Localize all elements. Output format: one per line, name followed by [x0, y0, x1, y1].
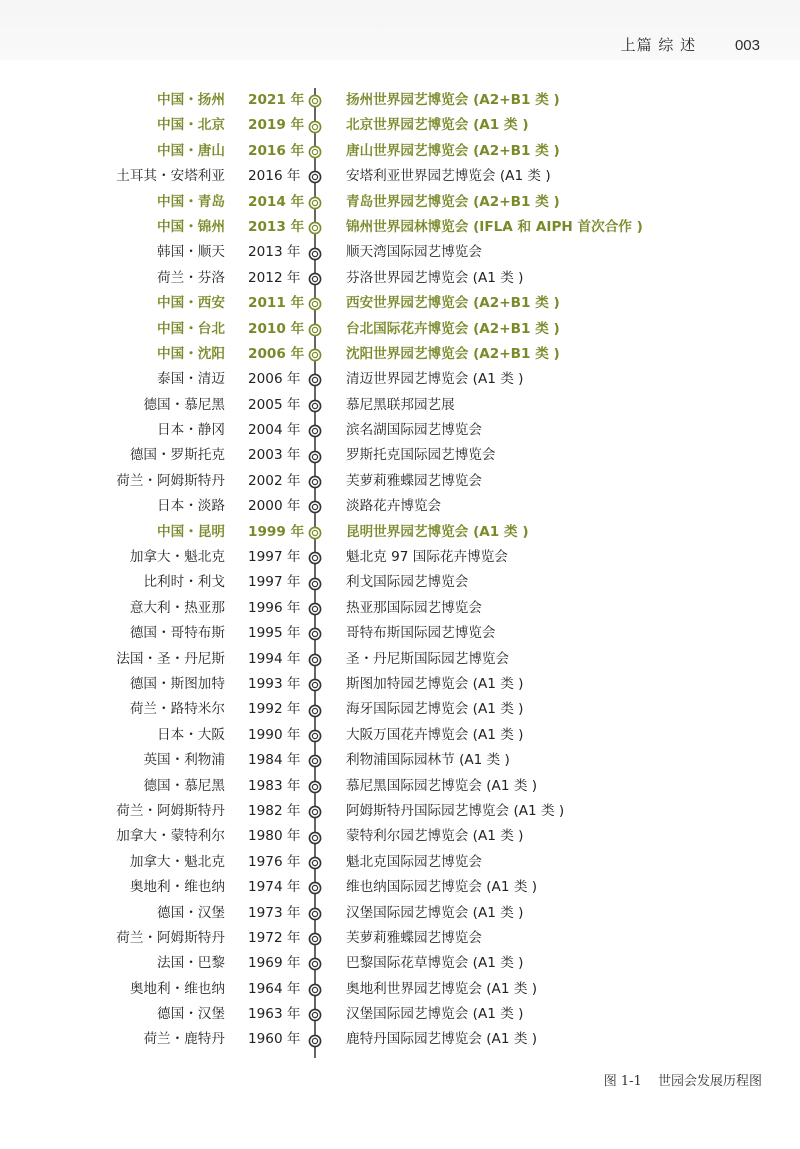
entry-location: 中国・青岛 — [157, 193, 225, 210]
entry-year: 2005 年 — [248, 396, 301, 413]
entry-location: 德国・汉堡 — [157, 904, 225, 921]
entry-event: 维也纳国际园艺博览会 (A1 类 ) — [346, 879, 538, 896]
entry-location: 加拿大・魁北克 — [129, 549, 225, 566]
entry-year: 2010 年 — [248, 320, 305, 337]
timeline-entry — [0, 799, 800, 824]
timeline-node-icon — [308, 272, 322, 286]
entry-location: 德国・慕尼黑 — [143, 396, 225, 413]
entry-event: 魁北克国际园艺博览会 — [346, 853, 482, 870]
timeline-entry — [0, 1027, 800, 1052]
timeline-entry — [0, 342, 800, 367]
timeline-node-icon — [308, 627, 322, 641]
entry-year: 1996 年 — [248, 599, 301, 616]
timeline-node-icon — [308, 678, 322, 692]
expo-timeline — [0, 88, 800, 1053]
entry-year: 1999 年 — [248, 523, 305, 540]
entry-year: 1997 年 — [248, 549, 301, 566]
entry-event: 芬洛世界园艺博览会 (A1 类 ) — [346, 269, 524, 286]
timeline-entry — [0, 570, 800, 595]
entry-location: 法国・圣・丹尼斯 — [116, 650, 225, 667]
entry-location: 中国・沈阳 — [157, 345, 225, 362]
figure-number: 图 1-1 — [603, 1074, 642, 1089]
entry-location: 德国・斯图加特 — [129, 675, 225, 692]
timeline-node-icon — [308, 551, 322, 565]
entry-event: 扬州世界园艺博览会 (A2+B1 类 ) — [346, 92, 560, 108]
timeline-node-icon — [308, 754, 322, 768]
entry-event: 唐山世界园艺博览会 (A2+B1 类 ) — [346, 142, 560, 159]
timeline-node-icon — [308, 196, 322, 210]
page-number: 003 — [734, 37, 760, 54]
timeline-entry — [0, 266, 800, 291]
timeline-entry — [0, 494, 800, 519]
timeline-node-icon — [308, 170, 322, 184]
timeline-entry — [0, 596, 800, 621]
entry-event: 大阪万国花卉博览会 (A1 类 ) — [346, 726, 524, 743]
entry-year: 2003 年 — [248, 447, 301, 464]
entry-location: 意大利・热亚那 — [129, 599, 225, 616]
entry-year: 1964 年 — [248, 980, 301, 997]
timeline-node-icon — [308, 1034, 322, 1048]
timeline-entry — [0, 697, 800, 722]
entry-year: 1963 年 — [248, 1006, 301, 1023]
entry-event: 鹿特丹国际园艺博览会 (A1 类 ) — [346, 1031, 538, 1048]
timeline-entry — [0, 1002, 800, 1027]
timeline-node-icon — [308, 475, 322, 489]
entry-year: 2013 年 — [248, 218, 305, 235]
timeline-node-icon — [308, 983, 322, 997]
timeline-entry — [0, 215, 800, 240]
timeline-node-icon — [308, 780, 322, 794]
entry-event: 昆明世界园艺博览会 (A1 类 ) — [346, 523, 529, 540]
entry-event: 汉堡国际园艺博览会 (A1 类 ) — [346, 1006, 524, 1023]
timeline-entry — [0, 926, 800, 951]
timeline-entry — [0, 545, 800, 570]
entry-year: 1973 年 — [248, 904, 301, 921]
timeline-entry — [0, 240, 800, 265]
timeline-entry — [0, 647, 800, 672]
entry-event: 利戈国际园艺博览会 — [346, 574, 469, 591]
entry-year: 1984 年 — [248, 752, 301, 769]
entry-event: 魁北克 97 国际花卉博览会 — [346, 549, 508, 566]
timeline-entry — [0, 443, 800, 468]
entry-location: 中国・扬州 — [157, 92, 225, 108]
entry-year: 1982 年 — [248, 802, 301, 819]
entry-location: 土耳其・安塔利亚 — [116, 168, 225, 185]
entry-location: 中国・锦州 — [157, 218, 225, 235]
entry-event: 西安世界园艺博览会 (A2+B1 类 ) — [346, 295, 560, 312]
entry-event: 锦州世界园林博览会 (IFLA 和 AIPH 首次合作 ) — [346, 218, 643, 235]
timeline-node-icon — [308, 424, 322, 438]
entry-location: 加拿大・蒙特利尔 — [116, 828, 225, 845]
timeline-entry — [0, 748, 800, 773]
timeline-node-icon — [308, 145, 322, 159]
entry-year: 2011 年 — [248, 295, 305, 312]
timeline-node-icon — [308, 729, 322, 743]
entry-year: 1994 年 — [248, 650, 301, 667]
entry-year: 1960 年 — [248, 1031, 301, 1048]
entry-location: 奥地利・维也纳 — [129, 980, 225, 997]
timeline-entry — [0, 774, 800, 799]
timeline-node-icon — [308, 1008, 322, 1022]
entry-event: 台北国际花卉博览会 (A2+B1 类 ) — [346, 320, 560, 337]
entry-event: 顺天湾国际园艺博览会 — [346, 244, 482, 261]
timeline-node-icon — [308, 881, 322, 895]
entry-location: 日本・淡路 — [157, 498, 225, 515]
entry-year: 1992 年 — [248, 701, 301, 718]
entry-location: 德国・汉堡 — [157, 1006, 225, 1023]
timeline-node-icon — [308, 120, 322, 134]
timeline-node-icon — [308, 831, 322, 845]
entry-event: 海牙国际园艺博览会 (A1 类 ) — [346, 701, 524, 718]
timeline-entry — [0, 164, 800, 189]
entry-location: 中国・北京 — [157, 117, 225, 134]
entry-event: 圣・丹尼斯国际园艺博览会 — [346, 650, 510, 667]
timeline-entry — [0, 113, 800, 138]
timeline-node-icon — [308, 577, 322, 591]
timeline-entry — [0, 291, 800, 316]
timeline-entry — [0, 621, 800, 646]
timeline-node-icon — [308, 348, 322, 362]
timeline-entry — [0, 469, 800, 494]
entry-location: 法国・巴黎 — [157, 955, 225, 972]
section-title: 上篇 综 述 — [620, 36, 697, 54]
running-header — [621, 34, 760, 55]
entry-year: 1997 年 — [248, 574, 301, 591]
entry-location: 德国・罗斯托克 — [129, 447, 225, 464]
entry-event: 芙萝莉雅蝶园艺博览会 — [346, 929, 482, 946]
entry-event: 安塔利亚世界园艺博览会 (A1 类 ) — [346, 168, 551, 185]
entry-year: 2000 年 — [248, 498, 301, 515]
figure-title: 世园会发展历程图 — [657, 1074, 762, 1089]
timeline-entry — [0, 824, 800, 849]
entry-location: 比利时・利戈 — [143, 574, 225, 591]
entry-year: 1993 年 — [248, 675, 301, 692]
entry-event: 奥地利世界园艺博览会 (A1 类 ) — [346, 980, 538, 997]
entry-year: 1976 年 — [248, 853, 301, 870]
entry-location: 英国・利物浦 — [143, 752, 225, 769]
entry-year: 1990 年 — [248, 726, 301, 743]
entry-year: 1972 年 — [248, 929, 301, 946]
entry-location: 奥地利・维也纳 — [129, 879, 225, 896]
timeline-node-icon — [308, 399, 322, 413]
entry-location: 荷兰・阿姆斯特丹 — [116, 802, 225, 819]
entry-year: 2019 年 — [248, 117, 305, 134]
entry-location: 日本・大阪 — [157, 726, 225, 743]
entry-location: 荷兰・阿姆斯特丹 — [116, 472, 225, 489]
timeline-node-icon — [308, 247, 322, 261]
entry-year: 1980 年 — [248, 828, 301, 845]
timeline-node-icon — [308, 526, 322, 540]
entry-location: 中国・昆明 — [157, 523, 225, 540]
entry-year: 2004 年 — [248, 422, 301, 439]
entry-year: 2002 年 — [248, 472, 301, 489]
entry-event: 蒙特利尔园艺博览会 (A1 类 ) — [346, 828, 524, 845]
figure-caption — [604, 1070, 762, 1089]
entry-location: 泰国・清迈 — [157, 371, 225, 388]
entry-location: 德国・慕尼黑 — [143, 777, 225, 794]
entry-year: 2016 年 — [248, 142, 305, 159]
entry-year: 1969 年 — [248, 955, 301, 972]
entry-location: 荷兰・芬洛 — [157, 269, 225, 286]
timeline-entry — [0, 418, 800, 443]
entry-event: 巴黎国际花草博览会 (A1 类 ) — [346, 955, 524, 972]
timeline-entry — [0, 850, 800, 875]
entry-event: 北京世界园艺博览会 (A1 类 ) — [346, 117, 529, 134]
entry-location: 德国・哥特布斯 — [129, 625, 225, 642]
entry-year: 2006 年 — [248, 371, 301, 388]
entry-year: 1983 年 — [248, 777, 301, 794]
timeline-entry — [0, 367, 800, 392]
timeline-node-icon — [308, 932, 322, 946]
entry-location: 荷兰・阿姆斯特丹 — [116, 929, 225, 946]
entry-event: 阿姆斯特丹国际园艺博览会 (A1 类 ) — [346, 802, 565, 819]
timeline-entry — [0, 190, 800, 215]
entry-year: 2012 年 — [248, 269, 301, 286]
entry-event: 清迈世界园艺博览会 (A1 类 ) — [346, 371, 524, 388]
timeline-node-icon — [308, 805, 322, 819]
entry-location: 中国・台北 — [157, 320, 225, 337]
entry-year: 2021 年 — [248, 92, 305, 108]
timeline-entry — [0, 672, 800, 697]
entry-year: 1995 年 — [248, 625, 301, 642]
timeline-entry — [0, 723, 800, 748]
timeline-entry — [0, 139, 800, 164]
entry-location: 荷兰・路特米尔 — [129, 701, 225, 718]
entry-event: 哥特布斯国际园艺博览会 — [346, 625, 496, 642]
timeline-node-icon — [308, 323, 322, 337]
entry-event: 慕尼黑联邦园艺展 — [346, 396, 455, 413]
entry-location: 加拿大・魁北克 — [129, 853, 225, 870]
entry-location: 中国・西安 — [157, 295, 225, 312]
timeline-node-icon — [308, 450, 322, 464]
timeline-entry — [0, 520, 800, 545]
timeline-entry — [0, 901, 800, 926]
entry-event: 青岛世界园艺博览会 (A2+B1 类 ) — [346, 193, 560, 210]
timeline-node-icon — [308, 704, 322, 718]
entry-year: 2016 年 — [248, 168, 301, 185]
timeline-rows — [0, 88, 800, 1053]
timeline-node-icon — [308, 856, 322, 870]
entry-year: 1974 年 — [248, 879, 301, 896]
timeline-entry — [0, 977, 800, 1002]
timeline-node-icon — [308, 653, 322, 667]
entry-year: 2006 年 — [248, 345, 305, 362]
entry-year: 2013 年 — [248, 244, 301, 261]
entry-event: 沈阳世界园艺博览会 (A2+B1 类 ) — [346, 345, 560, 362]
timeline-node-icon — [308, 500, 322, 514]
timeline-node-icon — [308, 373, 322, 387]
entry-location: 韩国・顺天 — [157, 244, 225, 261]
timeline-node-icon — [308, 94, 322, 108]
entry-event: 斯图加特园艺博览会 (A1 类 ) — [346, 675, 524, 692]
timeline-node-icon — [308, 297, 322, 311]
entry-location: 日本・静冈 — [157, 422, 225, 439]
entry-event: 慕尼黑国际园艺博览会 (A1 类 ) — [346, 777, 538, 794]
entry-event: 热亚那国际园艺博览会 — [346, 599, 482, 616]
timeline-entry — [0, 88, 800, 113]
entry-event: 罗斯托克国际园艺博览会 — [346, 447, 496, 464]
timeline-node-icon — [308, 957, 322, 971]
entry-event: 汉堡国际园艺博览会 (A1 类 ) — [346, 904, 524, 921]
timeline-node-icon — [308, 602, 322, 616]
timeline-entry — [0, 317, 800, 342]
timeline-entry — [0, 393, 800, 418]
entry-event: 芙萝莉雅蝶园艺博览会 — [346, 472, 482, 489]
timeline-node-icon — [308, 907, 322, 921]
entry-event: 利物浦国际园林节 (A1 类 ) — [346, 752, 510, 769]
entry-event: 滨名湖国际园艺博览会 — [346, 422, 482, 439]
entry-year: 2014 年 — [248, 193, 305, 210]
entry-event: 淡路花卉博览会 — [346, 498, 442, 515]
timeline-node-icon — [308, 221, 322, 235]
timeline-entry — [0, 875, 800, 900]
entry-location: 荷兰・鹿特丹 — [143, 1031, 225, 1048]
entry-location: 中国・唐山 — [157, 142, 225, 159]
timeline-entry — [0, 951, 800, 976]
